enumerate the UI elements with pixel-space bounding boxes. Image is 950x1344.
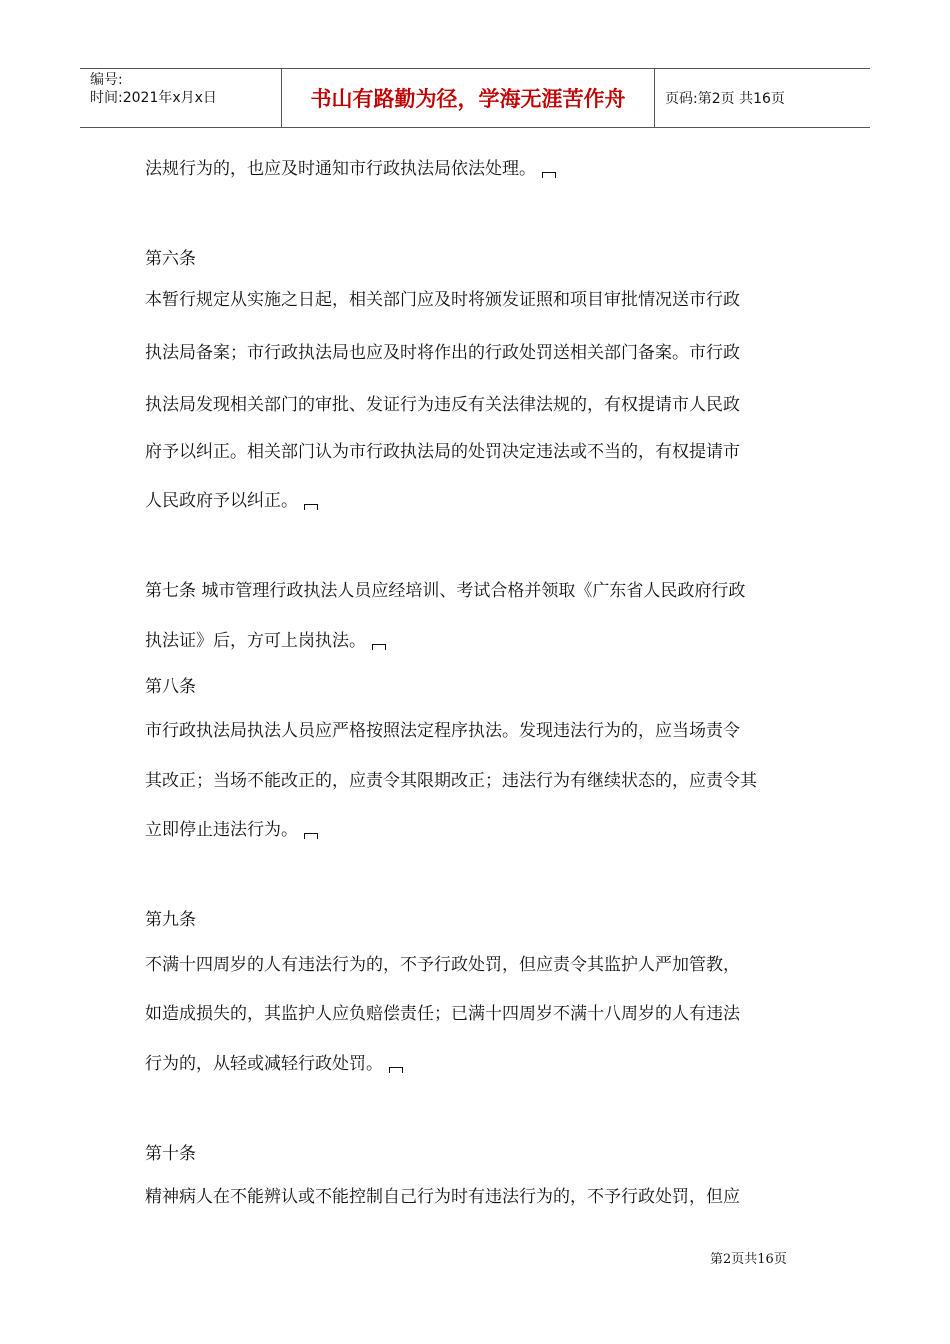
document-time-label: 时间:2021年x月x日 (90, 90, 217, 106)
body-line: 执法局备案；市行政执法局也应及时将作出的行政处罚送相关部门备案。市行政 (145, 343, 740, 363)
footer-page-number: 第2页共16页 (710, 1252, 787, 1267)
article-heading: 第九条 (145, 910, 196, 930)
paragraph-mark-icon (542, 172, 556, 178)
body-line: 执法局发现相关部门的审批、发证行为违反有关法律法规的，有权提请市人民政 (145, 395, 740, 415)
header-motto: 书山有路勤为径，学海无涯苦作舟 (282, 69, 655, 127)
body-line: 法规行为的，也应及时通知市行政执法局依法处理。 (145, 158, 556, 180)
paragraph-mark-icon (304, 504, 318, 510)
body-line: 如造成损失的，其监护人应负赔偿责任；已满十四周岁不满十八周岁的人有违法 (145, 1004, 740, 1024)
header-meta (80, 69, 282, 127)
article-heading: 第七条 城市管理行政执法人员应经培训、考试合格并领取《广东省人民政府行政 (145, 581, 746, 601)
body-line: 行为的，从轻或减轻行政处罚。 (145, 1053, 403, 1075)
body-line: 其改正；当场不能改正的，应责令其限期改正；违法行为有继续状态的，应责令其 (145, 771, 757, 791)
document-number-label: 编号: (90, 72, 123, 88)
paragraph-mark-icon (389, 1067, 403, 1073)
body-line: 市行政执法局执法人员应严格按照法定程序执法。发现违法行为的，应当场责令 (145, 721, 740, 741)
page-header (80, 68, 870, 128)
body-line: 执法证》后，方可上岗执法。 (145, 630, 386, 652)
body-line: 立即停止违法行为。 (145, 819, 318, 841)
body-line: 本暂行规定从实施之日起，相关部门应及时将颁发证照和项目审批情况送市行政 (145, 290, 740, 310)
paragraph-mark-icon (372, 644, 386, 650)
body-line: 精神病人在不能辨认或不能控制自己行为时有违法行为的，不予行政处罚，但应 (145, 1187, 740, 1207)
header-page-number: 页码:第2页 共16页 (665, 91, 785, 107)
article-heading: 第十条 (145, 1144, 196, 1164)
article-heading: 第六条 (145, 249, 196, 269)
paragraph-mark-icon (304, 833, 318, 839)
body-line: 人民政府予以纠正。 (145, 490, 318, 512)
article-heading: 第八条 (145, 677, 196, 697)
body-line: 府予以纠正。相关部门认为市行政执法局的处罚决定违法或不当的，有权提请市 (145, 442, 740, 462)
body-line: 不满十四周岁的人有违法行为的，不予行政处罚，但应责令其监护人严加管教， (145, 955, 740, 975)
